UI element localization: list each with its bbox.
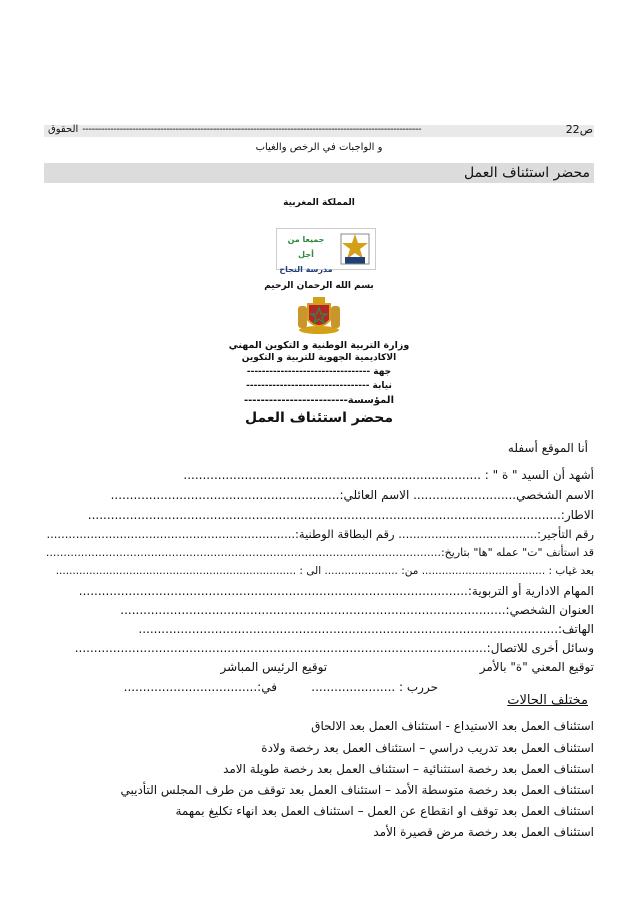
institution-field: المؤسسة------------------------- <box>244 395 394 406</box>
cases-heading: مختلف الحالات <box>507 693 588 708</box>
form-line: وسائل أخرى للاتصال:............................................................................................................ <box>74 641 594 655</box>
academy-label: الاكاديمية الجهوية للتربية و التكوين <box>241 353 397 363</box>
province-field: نيابة --------------------------------- <box>246 381 392 391</box>
form-intro: أنا الموقع أسفله <box>507 441 588 455</box>
basmala: بسم الله الرحمان الرحيم <box>264 281 374 291</box>
section-title: محضر استئناف العمل <box>464 165 590 181</box>
header-subtitle: و الواجبات في الرخص والغياب <box>255 142 383 153</box>
school-logo <box>276 228 376 274</box>
header-page-ref: ص22 <box>565 123 593 136</box>
star-figure-icon <box>339 232 371 266</box>
form-line: أشهد أن السيد " ة " : .............................................................................. <box>183 468 594 482</box>
form-line: الاسم الشخصي........................... الاسم العائلي:............................................................ <box>110 488 594 502</box>
document-title: محضر استئناف العمل <box>244 410 394 426</box>
drafted-line: حررب : ...................... في:................................... <box>123 680 438 694</box>
form-line: بعد غياب : ..................................... من: ...................... الى : ........................................................................ <box>55 565 594 577</box>
form-line: العنوان الشخصي:..................................................................................................... <box>120 603 594 617</box>
signature-line: توقيع المعني "ة" بالأمر توقيع الرئيس المباشر <box>220 660 594 674</box>
form-line: المهام الادارية أو التربوية:...................................................................................................... <box>78 584 594 598</box>
ministry-label: وزارة التربية الوطنية و التكوين المهني <box>228 340 410 351</box>
form-line: رقم التأجير:...................................... رقم البطاقة الوطنية:.................................................................... <box>46 527 594 541</box>
header-line <box>48 123 593 136</box>
form-line: قد استأنف "ت" عمله "ها" بتاريخ:................................................................................................................. <box>45 546 594 559</box>
case-item: استئناف العمل بعد الاستيداع - استئناف العمل بعد الالحاق <box>311 719 594 733</box>
logo-text-1: جميعا من أجل <box>287 235 325 259</box>
header-tail: الحقوق <box>48 124 79 135</box>
case-item: استئناف العمل بعد رخصة مرض قصيرة الأمد <box>373 825 594 839</box>
kingdom-label: المملكة المغربية <box>283 198 355 208</box>
case-item: استئناف العمل بعد رخصة استثنائية – استئناف العمل بعد رخصة طويلة الامد <box>223 762 594 776</box>
form-line: الهاتف:.............................................................................................................. <box>138 622 594 636</box>
case-item: استئناف العمل بعد رخصة متوسطة الأمد – استئناف العمل بعد توقف من طرف المجلس التأديبي <box>120 783 594 797</box>
royal-emblem-icon <box>296 294 342 336</box>
case-item: استئناف العمل بعد تدريب دراسي – استئناف العمل بعد رخصة ولادة <box>261 741 594 755</box>
region-field: جهة --------------------------------- <box>246 367 392 377</box>
header-dashes: ------------------------------------------------------------------------------------------------------------- <box>82 124 422 135</box>
form-line: الاطار:............................................................................................................................ <box>87 508 594 522</box>
logo-text-2: مدرسة النجاح <box>279 265 333 274</box>
case-item: استئناف العمل بعد توقف او انقطاع عن العمل – استئناف العمل بعد انهاء تكليغ بمهمة <box>175 804 594 818</box>
